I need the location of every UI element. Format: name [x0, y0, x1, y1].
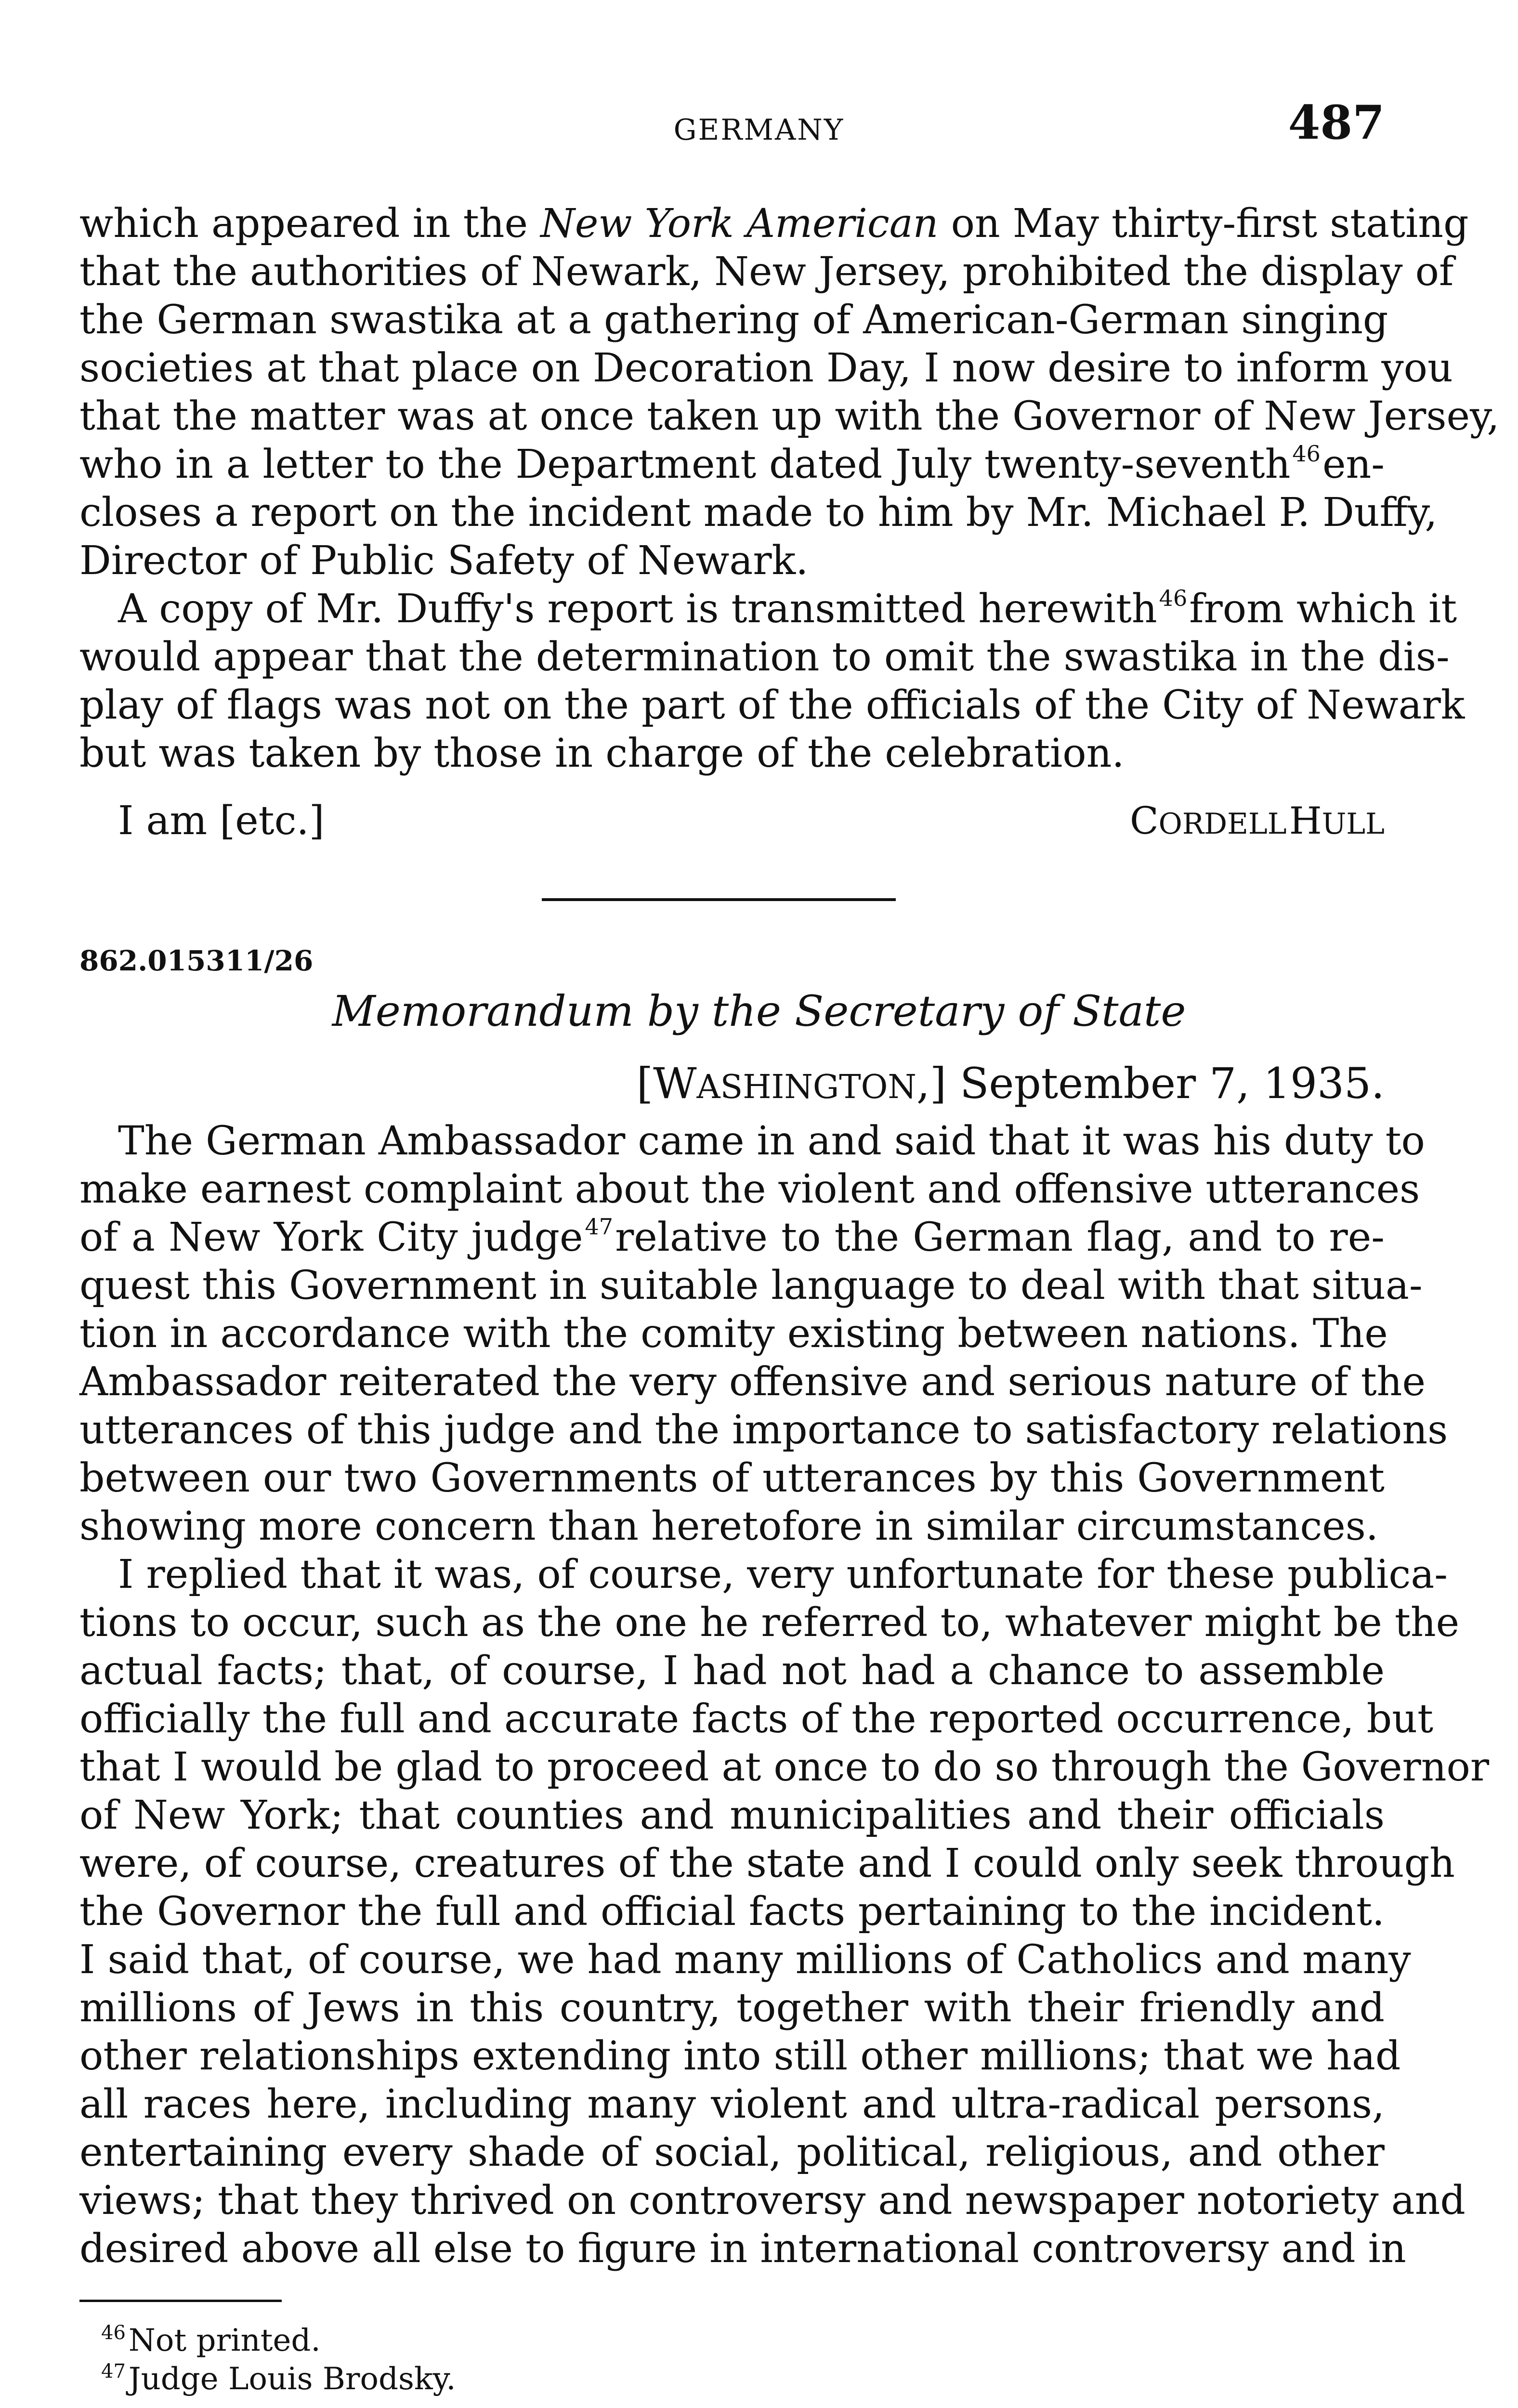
- text-line: play of flags was not on the part of the officials of the City of Newark: [79, 682, 1465, 728]
- footnote: $^{46}$Not printed.: [101, 2322, 321, 2358]
- text-line: tion in accordance with the comity existing between nations. The: [79, 1311, 1388, 1357]
- text-line: all races here, including many violent and ultra-radical persons,: [79, 2081, 1385, 2127]
- text-line: millions of Jews in this country, together with their friendly and: [79, 1985, 1385, 2031]
- running-head: GERMANY: [673, 113, 845, 147]
- text-line: of New York; that counties and municipalities and their officials: [79, 1793, 1385, 1838]
- text-line: of a New York City judge$^{47}$relative to the German flag, and to re-: [79, 1214, 1385, 1260]
- text-line: other relationships extending into still other millions; that we had: [79, 2033, 1401, 2079]
- text-line: were, of course, creatures of the state and I could only seek through: [79, 1841, 1455, 1886]
- text-line: entertaining every shade of social, political, religious, and other: [79, 2130, 1385, 2175]
- text-line: A copy of Mr. Duffy's report is transmitted herewith$^{46}$from which it: [118, 585, 1457, 632]
- text-line: the German swastika at a gathering of American-German singing: [79, 297, 1388, 343]
- text-line: officially the full and accurate facts of the reported occurrence, but: [79, 1696, 1434, 1742]
- text-line: between our two Governments of utterances by this Government: [79, 1455, 1385, 1501]
- footnote-ref: 46: [1292, 441, 1321, 467]
- text-line: that I would be glad to proceed at once to do so through the Governor: [79, 1744, 1490, 1790]
- text-line: tions to occur, such as the one he referred to, whatever might be the: [79, 1600, 1460, 1646]
- text-line: societies at that place on Decoration Day, I now desire to inform you: [79, 345, 1453, 391]
- text-line: which appeared in the New York American on May thirty-first stating: [79, 201, 1469, 247]
- text-line: that the authorities of Newark, New Jersey, prohibited the display of: [79, 249, 1454, 295]
- text-line: would appear that the determination to omit the swastika in the dis-: [79, 634, 1450, 680]
- text-line: make earnest complaint about the violent and offensive utterances: [79, 1166, 1420, 1212]
- text-line: views; that they thrived on controversy and newspaper notoriety and: [79, 2178, 1466, 2224]
- text-line: quest this Government in suitable language to deal with that situa-: [79, 1263, 1423, 1309]
- text-line: the Governor the full and official facts pertaining to the incident.: [79, 1889, 1385, 1935]
- page-number: 487: [1288, 95, 1385, 150]
- text-line: closes a report on the incident made to him by Mr. Michael P. Duffy,: [79, 490, 1438, 536]
- text-line: desired above all else to figure in international controversy and in: [79, 2226, 1406, 2272]
- text-line: utterances of this judge and the importance to satisfactory relations: [79, 1407, 1448, 1453]
- section-divider: [542, 898, 896, 901]
- text-line: showing more concern than heretofore in similar circumstances.: [79, 1504, 1378, 1549]
- closing: I am [etc.]: [118, 798, 325, 844]
- text-line: but was taken by those in charge of the celebration.: [79, 731, 1125, 776]
- text-line: Director of Public Safety of Newark.: [79, 538, 809, 584]
- footnote: $^{47}$Judge Louis Brodsky.: [101, 2360, 456, 2397]
- text-line: who in a letter to the Department dated July twenty-seventh$^{46}$en-: [79, 441, 1385, 487]
- dateline: [WASHINGTON,] September 7, 1935.: [636, 1059, 1385, 1108]
- text-line: The German Ambassador came in and said that it was his duty to: [118, 1118, 1425, 1164]
- footnote-divider: [79, 2300, 282, 2302]
- file-number: 862.015311/26: [79, 944, 314, 977]
- text-line: actual facts; that, of course, I had not had a chance to assemble: [79, 1648, 1385, 1694]
- memo-heading: Memorandum by the Secretary of State: [332, 986, 1186, 1036]
- signature: CORDELL HULL: [1129, 799, 1385, 843]
- newspaper-title: New York American: [540, 201, 939, 247]
- text-line: I said that, of course, we had many millions of Catholics and many: [79, 1937, 1411, 1983]
- footnote-ref: 47: [585, 1214, 614, 1240]
- text-line: Ambassador reiterated the very offensive and serious nature of the: [79, 1359, 1426, 1405]
- text-line: that the matter was at once taken up with the Governor of New Jersey,: [79, 393, 1500, 439]
- footnote-ref: 46: [1159, 585, 1188, 611]
- text-line: I replied that it was, of course, very unfortunate for these publica-: [118, 1552, 1448, 1597]
